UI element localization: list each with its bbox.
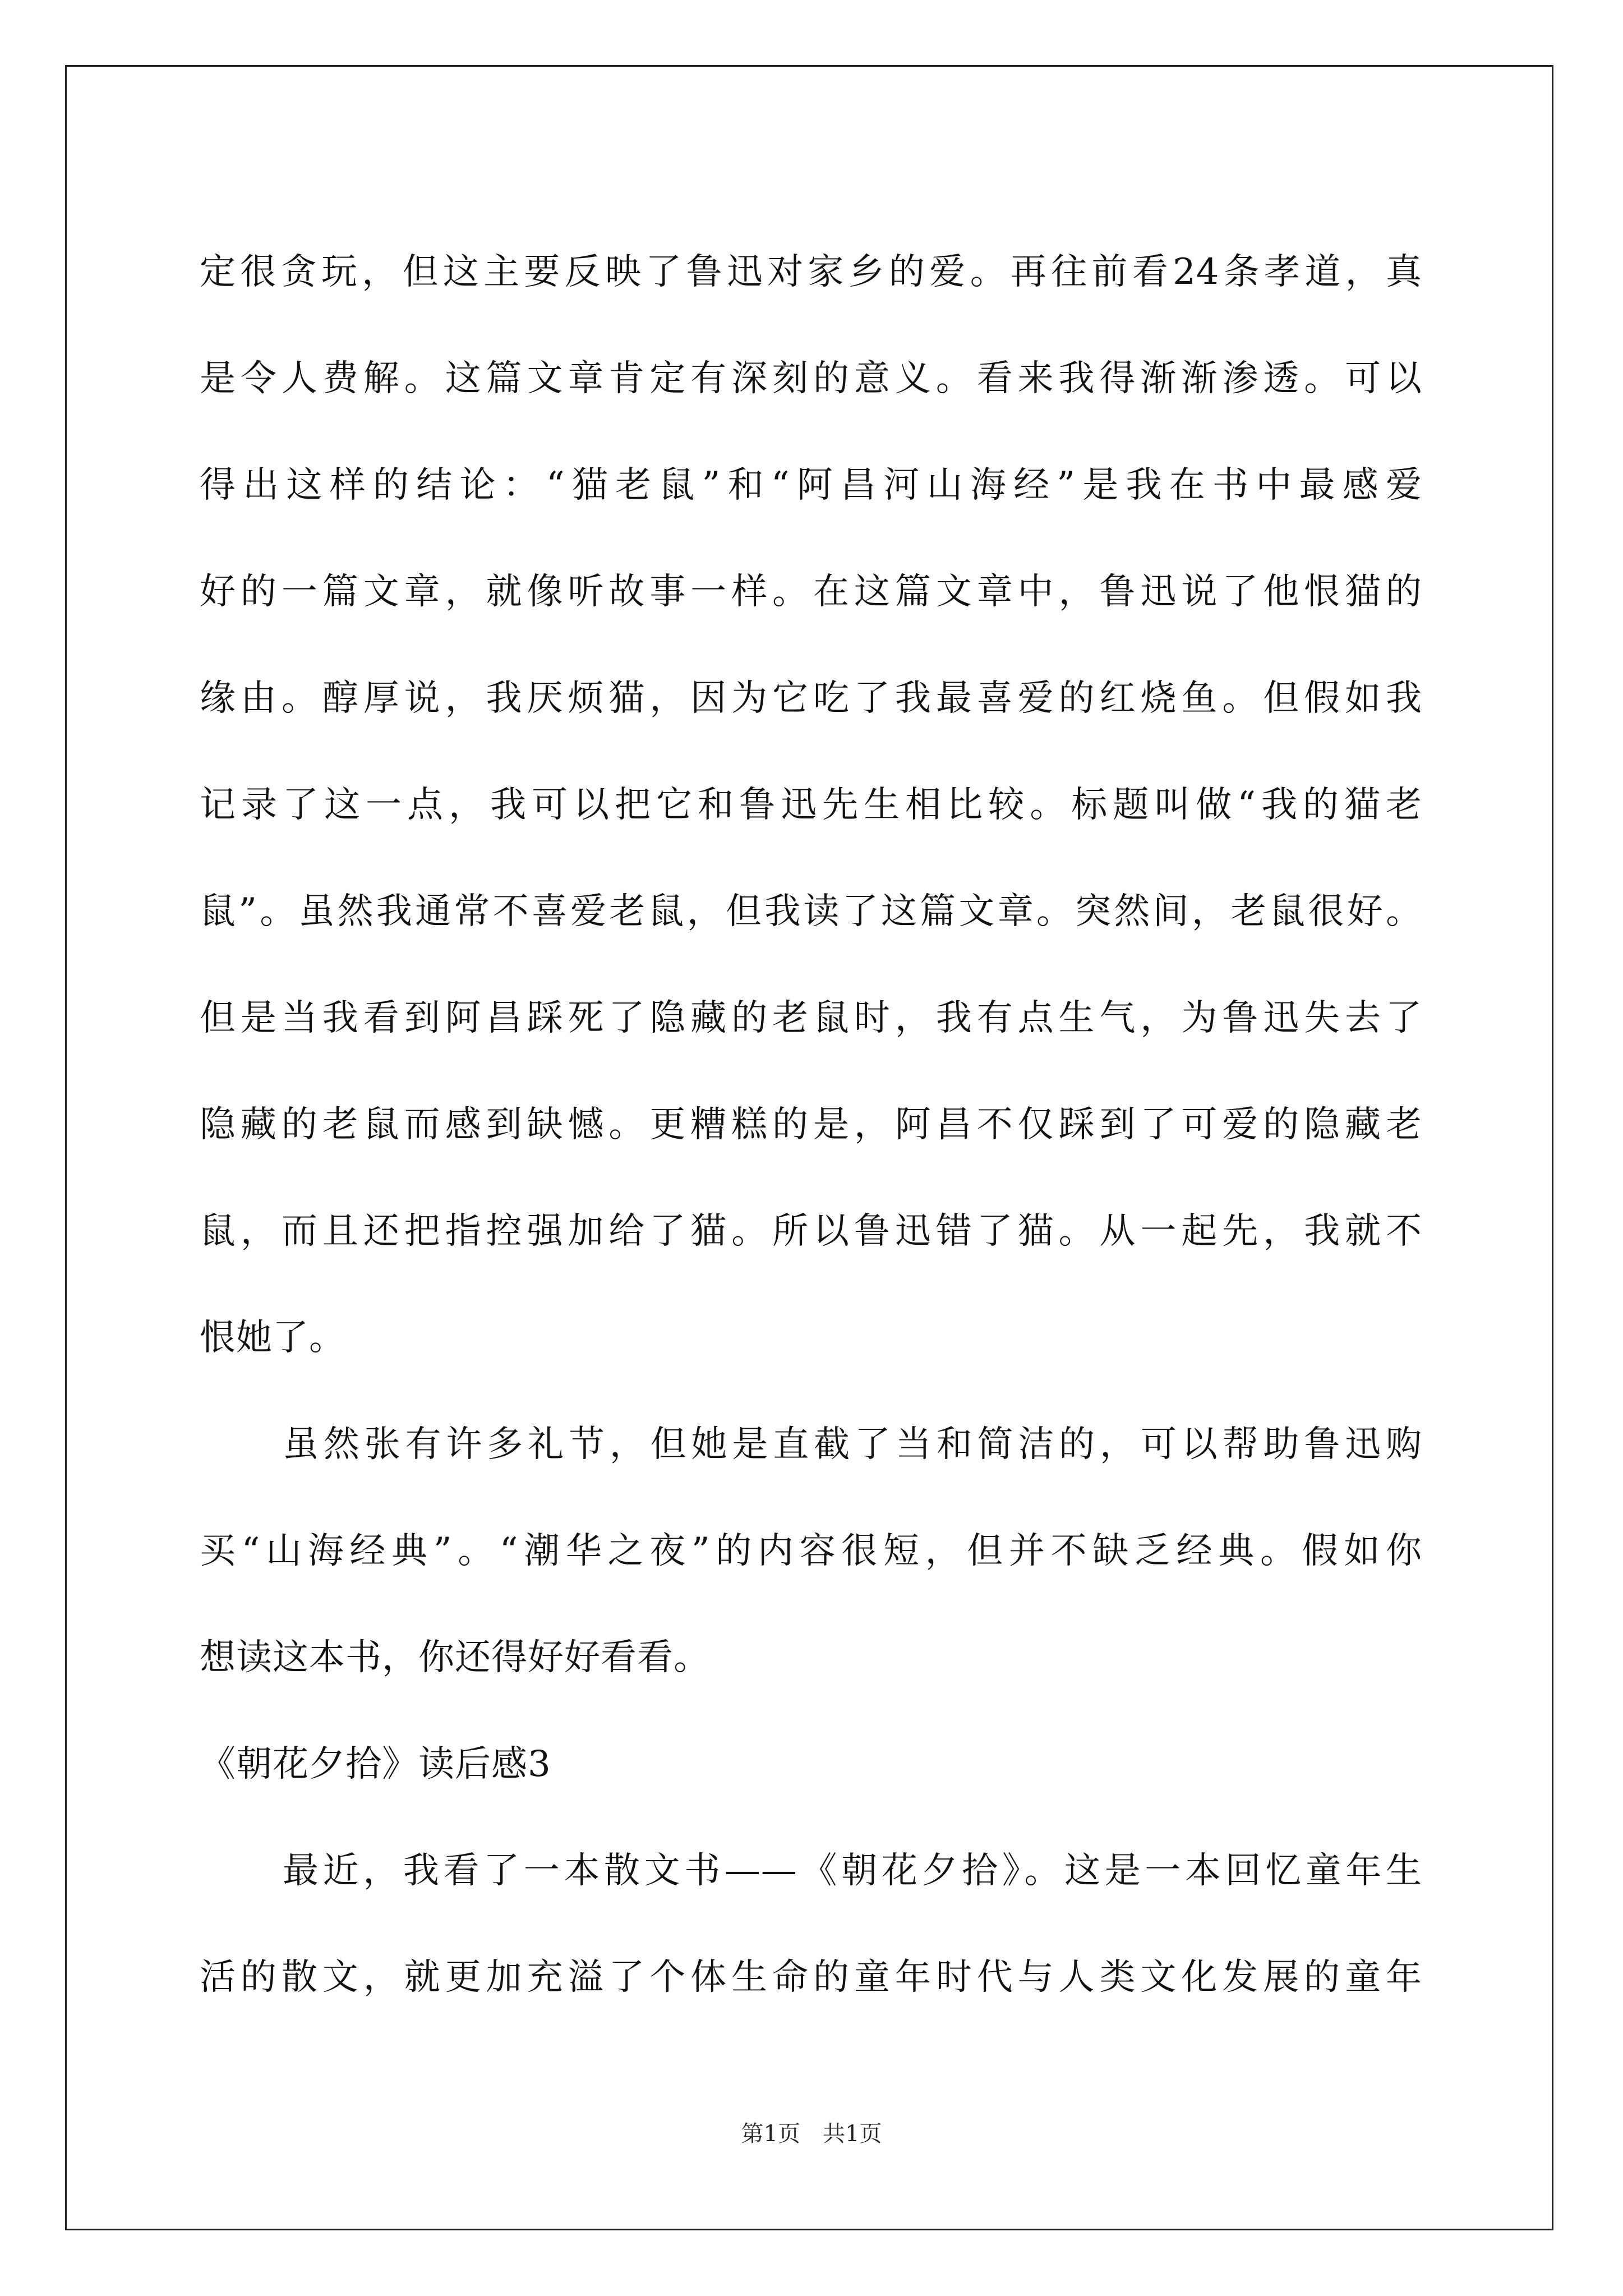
text-line: 得出这样的结论：“猫老鼠”和“阿昌河山海经”是我在书中最感爱 — [200, 464, 1422, 506]
text-line: 隐藏的老鼠而感到缺憾。更糟糕的是，阿昌不仅踩到了可爱的隐藏老 — [200, 1104, 1422, 1145]
text-line: 活的散文，就更加充溢了个体生命的童年时代与人类文化发展的童年 — [200, 1957, 1422, 1998]
page-number-footer: 第1页 共1页 — [741, 2121, 882, 2147]
text-line: 记录了这一点，我可以把它和鲁迅先生相比较。标题叫做“我的猫老 — [200, 784, 1422, 826]
section-heading: 《朝花夕拾》读后感3 — [200, 1743, 551, 1785]
paragraph-start-line: 最近，我看了一本散文书——《朝花夕拾》。这是一本回忆童年生 — [283, 1850, 1422, 1892]
text-line: 恨她了。 — [200, 1317, 345, 1359]
document-body — [200, 219, 1422, 2031]
text-line: 鼠”。虽然我通常不喜爱老鼠，但我读了这篇文章。突然间，老鼠很好。 — [200, 891, 1422, 932]
text-line: 鼠，而且还把指控强加给了猫。所以鲁迅错了猫。从一起先，我就不 — [200, 1211, 1422, 1252]
text-line: 是令人费解。这篇文章肯定有深刻的意义。看来我得渐渐渗透。可以 — [200, 358, 1422, 399]
text-line: 缘由。醇厚说，我厌烦猫，因为它吃了我最喜爱的红烧鱼。但假如我 — [200, 678, 1422, 719]
text-line: 但是当我看到阿昌踩死了隐藏的老鼠时，我有点生气，为鲁迅失去了 — [200, 997, 1422, 1039]
text-line: 买“山海经典”。“潮华之夜”的内容很短，但并不缺乏经典。假如你 — [200, 1530, 1422, 1572]
text-line: 好的一篇文章，就像听故事一样。在这篇文章中，鲁迅说了他恨猫的 — [200, 571, 1422, 613]
text-line: 定很贪玩，但这主要反映了鲁迅对家乡的爱。再往前看24条孝道，真 — [200, 251, 1422, 293]
paragraph-start-line: 虽然张有许多礼节，但她是直截了当和简洁的，可以帮助鲁迅购 — [283, 1424, 1422, 1465]
text-line: 想读这本书，你还得好好看看。 — [200, 1637, 710, 1678]
